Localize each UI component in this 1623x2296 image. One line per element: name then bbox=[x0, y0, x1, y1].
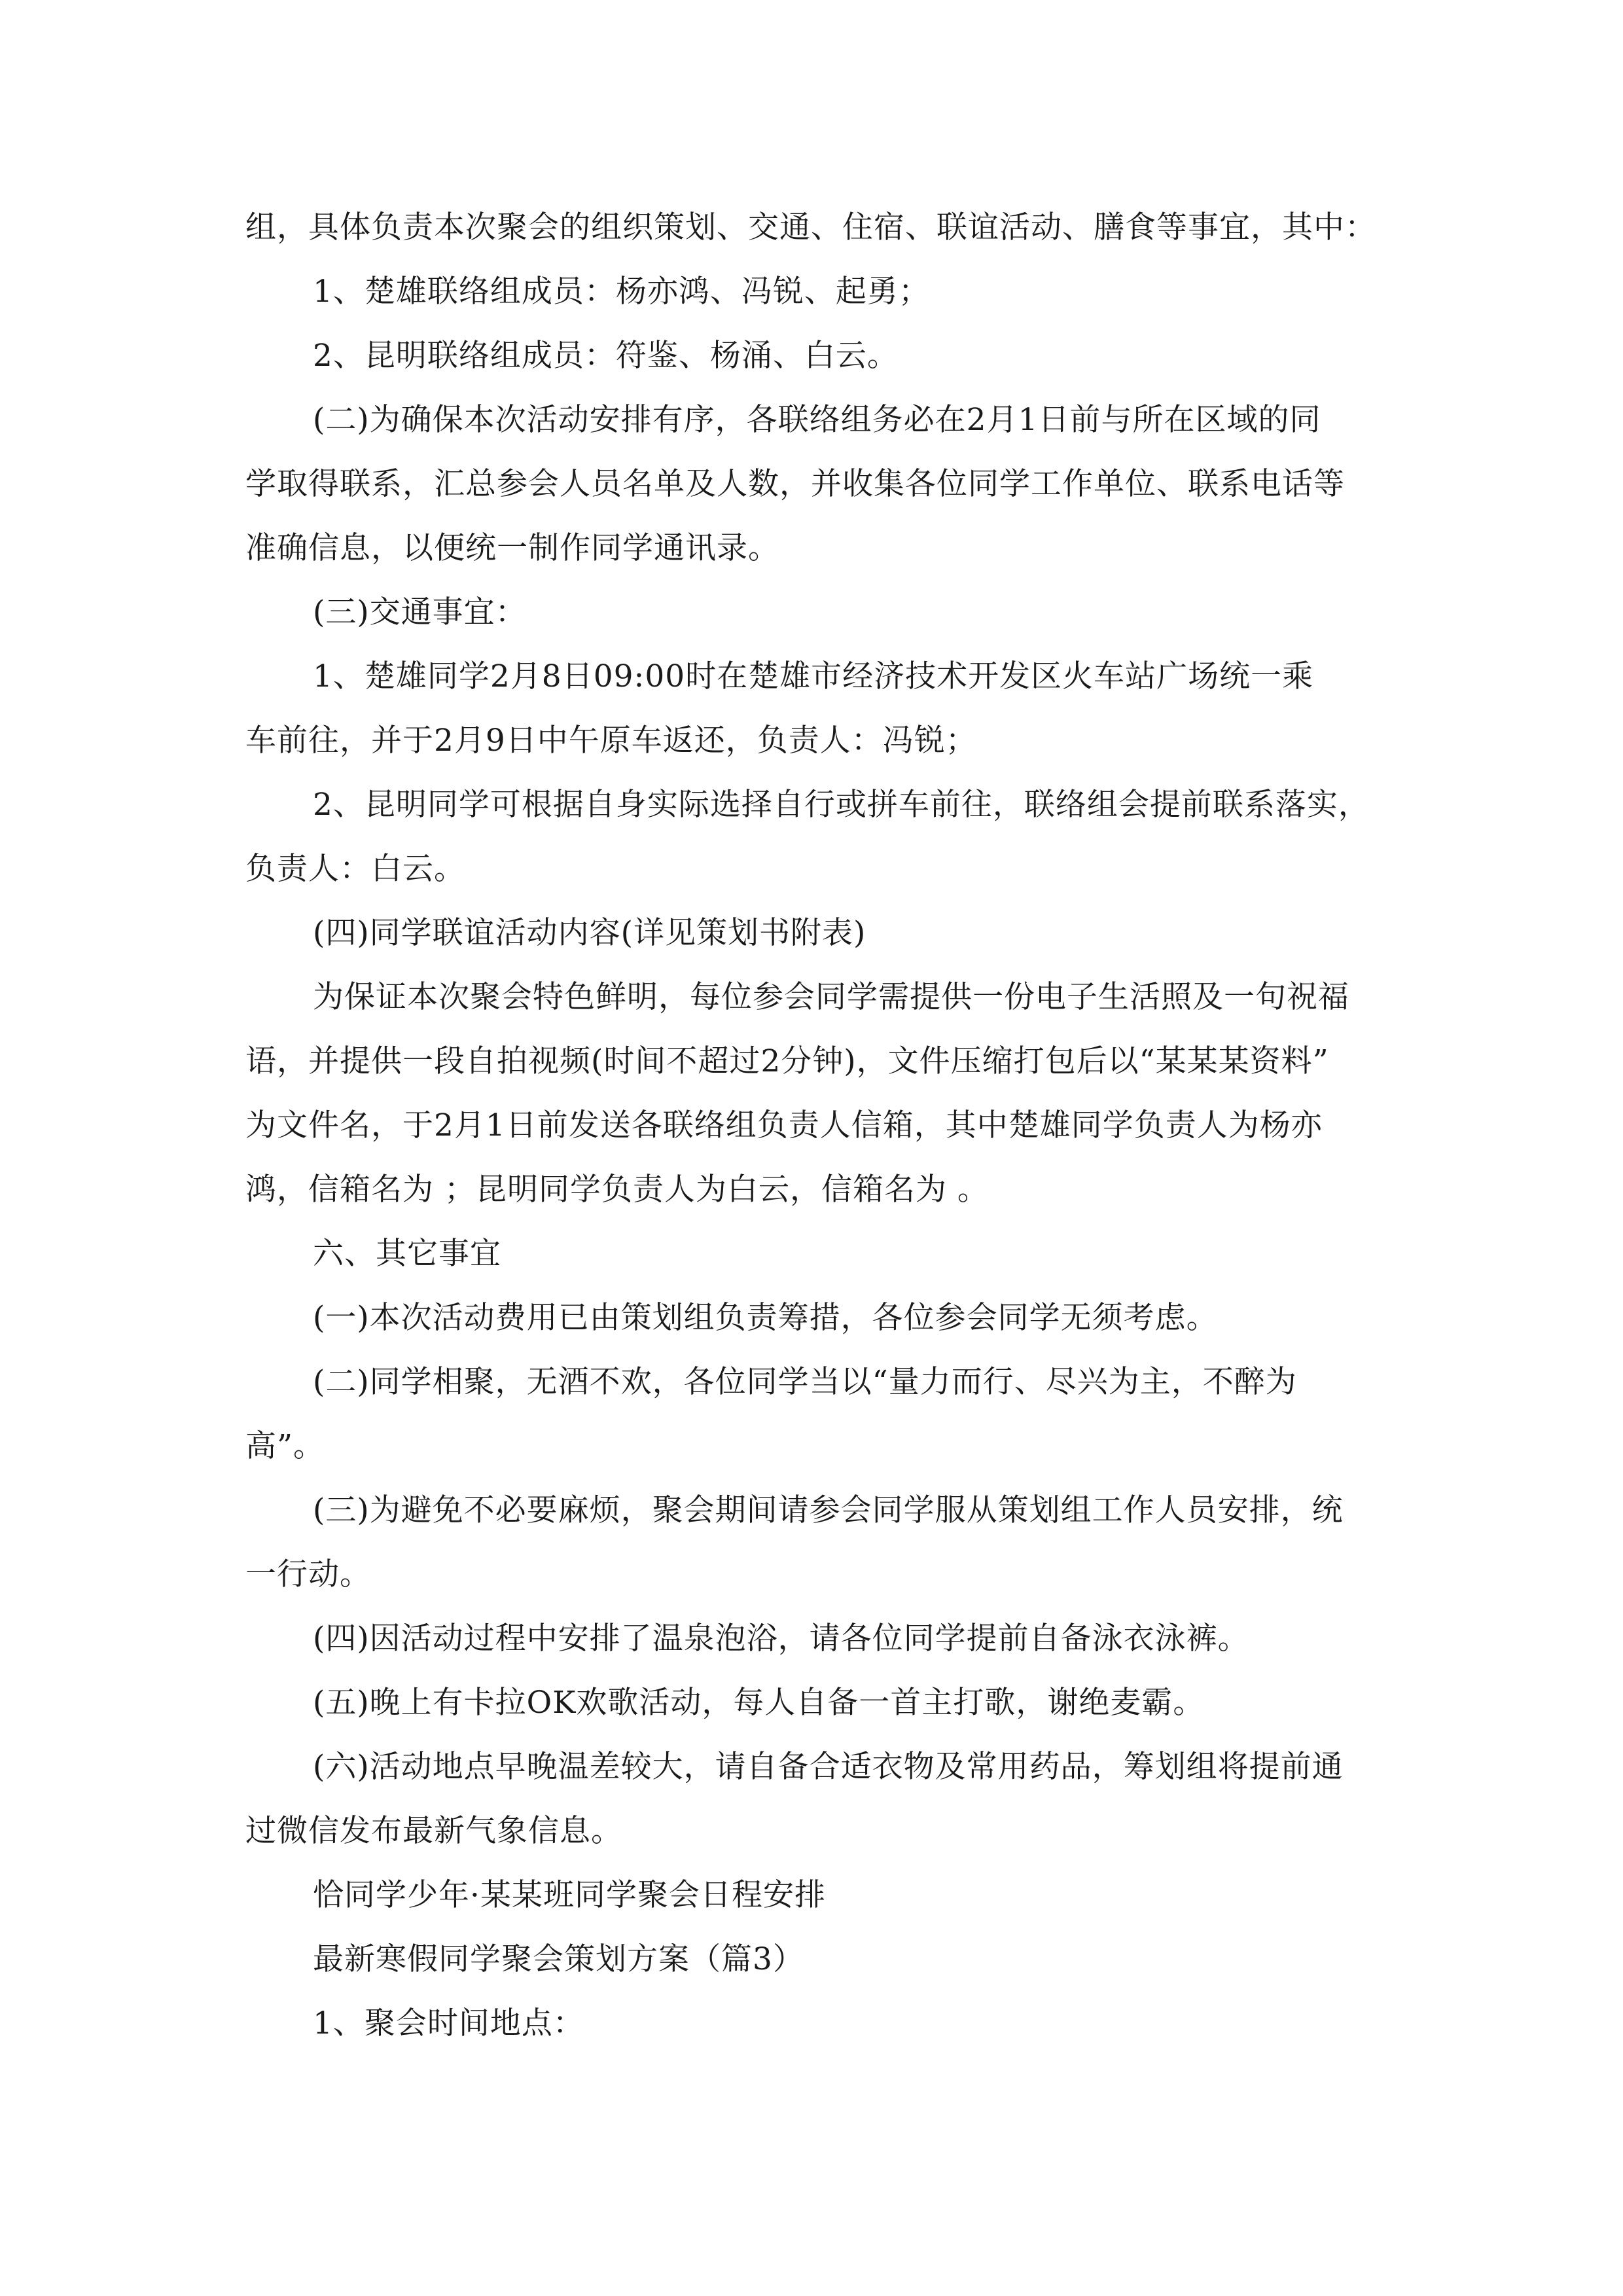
text-line: 为文件名，于2月1日前发送各联络组负责人信箱，其中楚雄同学负责人为杨亦 bbox=[245, 1107, 1323, 1143]
text-line: (六)活动地点早晚温差较大，请自备合适衣物及常用药品，筹划组将提前通 bbox=[313, 1749, 1344, 1785]
text-line: 1、楚雄同学2月8日09:00时在楚雄市经济技术开发区火车站广场统一乘 bbox=[313, 658, 1314, 694]
text-line: 学取得联系，汇总参会人员名单及人数，并收集各位同学工作单位、联系电话等 bbox=[245, 466, 1345, 502]
text-line: 组，具体负责本次聚会的组织策划、交通、住宿、联谊活动、膳食等事宜，其中： bbox=[245, 209, 1376, 245]
text-line: 最新寒假同学聚会策划方案（篇3） bbox=[313, 1941, 804, 1977]
text-line: (五)晚上有卡拉OK欢歌活动，每人自备一首主打歌，谢绝麦霸。 bbox=[313, 1685, 1205, 1721]
text-line: 车前往，并于2月9日中午原车返还，负责人：冯锐； bbox=[245, 723, 977, 759]
text-line: (三)交通事宜： bbox=[313, 594, 527, 630]
text-line: 恰同学少年·某某班同学聚会日程安排 bbox=[313, 1877, 826, 1913]
text-line: 2、昆明联络组成员：符鉴、杨涌、白云。 bbox=[313, 338, 899, 374]
text-line: (三)为避免不必要麻烦，聚会期间请参会同学服从策划组工作人员安排，统 bbox=[313, 1492, 1344, 1528]
text-line: 为保证本次聚会特色鲜明，每位参会同学需提供一份电子生活照及一句祝福 bbox=[313, 979, 1349, 1015]
text-line: (一)本次活动费用已由策划组负责筹措，各位参会同学无须考虑。 bbox=[313, 1300, 1218, 1336]
text-line: 鸿，信箱名为 ；昆明同学负责人为白云，信箱名为 。 bbox=[245, 1172, 989, 1208]
text-line: 一行动。 bbox=[245, 1556, 371, 1592]
text-line: (四)因活动过程中安排了温泉泡浴，请各位同学提前自备泳衣泳裤。 bbox=[313, 1621, 1249, 1657]
text-line: 六、其它事宜 bbox=[313, 1236, 501, 1272]
text-line: 高”。 bbox=[245, 1428, 325, 1464]
text-line: 语，并提供一段自拍视频(时间不超过2分钟)，文件压缩打包后以“某某某资料” bbox=[245, 1043, 1329, 1079]
text-line: 过微信发布最新气象信息。 bbox=[245, 1813, 622, 1849]
text-line: (二)为确保本次活动安排有序，各联络组务必在2月1日前与所在区域的同 bbox=[313, 402, 1321, 438]
text-line: (二)同学相聚，无酒不欢，各位同学当以“量力而行、尽兴为主，不醉为 bbox=[313, 1364, 1297, 1400]
text-line: 2、昆明同学可根据自身实际选择自行或拼车前往，联络组会提前联系落实， bbox=[313, 787, 1370, 823]
text-line: 负责人：白云。 bbox=[245, 851, 465, 887]
text-line: (四)同学联谊活动内容(详见策划书附表) bbox=[313, 915, 866, 951]
text-line: 1、楚雄联络组成员：杨亦鸿、冯锐、起勇； bbox=[313, 274, 930, 310]
text-line: 准确信息，以便统一制作同学通讯录。 bbox=[245, 530, 779, 566]
text-line: 1、聚会时间地点： bbox=[313, 2005, 584, 2041]
